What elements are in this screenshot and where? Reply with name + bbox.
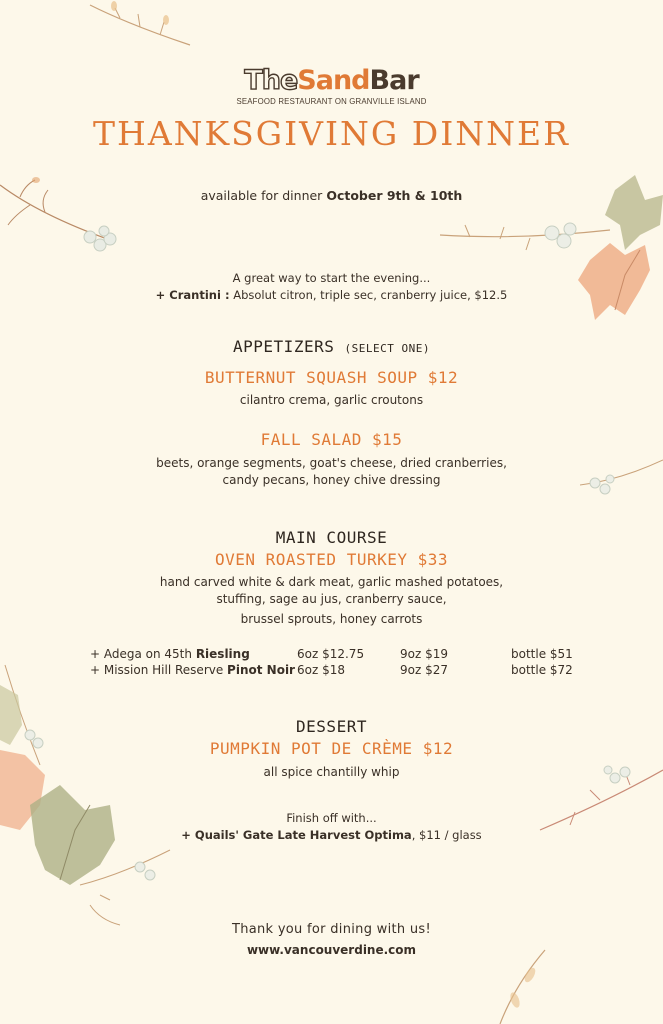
starter-drink-desc: Absolut citron, triple sec, cranberry juice, $12.5: [229, 288, 508, 302]
wine-varietal: Pinot Noir: [227, 663, 295, 677]
appetizers-heading-text: APPETIZERS: [233, 337, 335, 356]
logo-bar: Bar: [369, 65, 419, 96]
appetizer-description-cont: candy pecans, honey chive dressing: [222, 473, 441, 487]
top-branch-illustration: [80, 0, 200, 60]
starter-section: [0, 270, 663, 304]
availability-prefix: available for dinner: [200, 188, 327, 203]
main-course-description-cont: stuffing, sage au jus, cranberry sauce,: [216, 592, 447, 606]
dessert-section: [0, 717, 663, 781]
main-course-heading: MAIN COURSE: [275, 528, 388, 547]
wine-label: [90, 663, 295, 677]
wine-row: [90, 663, 590, 679]
starter-drink-name: + Crantini :: [155, 288, 230, 302]
wine-varietal: Riesling: [195, 647, 250, 661]
wine-label-prefix: + Mission Hill Reserve: [90, 663, 228, 677]
wine-price-9oz: 9oz $27: [400, 663, 448, 677]
page-title: THANKSGIVING DINNER: [93, 114, 570, 153]
appetizer-description: beets, orange segments, goat's cheese, dried cranberries,: [156, 456, 507, 470]
logo-wordmark: [244, 66, 418, 96]
appetizers-heading: [0, 337, 663, 356]
finish-drink-name: + Quails' Gate Late Harvest Optima: [181, 828, 412, 842]
appetizers-section: [0, 337, 663, 356]
appetizers-subheading: (SELECT ONE): [344, 342, 430, 355]
main-course-description: hand carved white & dark meat, garlic mashed potatoes,: [159, 575, 504, 589]
wine-price-9oz: 9oz $19: [400, 647, 448, 661]
wine-price-bottle: bottle $72: [511, 663, 573, 677]
wine-price-bottle: bottle $51: [511, 647, 573, 661]
wine-label: [90, 647, 250, 661]
left-autumn-leaves-illustration: [0, 655, 185, 955]
wine-price-6oz: 6oz $12.75: [297, 647, 365, 661]
availability-dates: October 9th & 10th: [326, 188, 463, 203]
footer-website-link[interactable]: www.vancouverdine.com: [246, 943, 417, 957]
logo-sand: Sand: [297, 65, 370, 96]
starter-drink: [0, 287, 663, 304]
appetizer-name: BUTTERNUT SQUASH SOUP $12: [204, 368, 459, 387]
finish-section: [0, 810, 663, 844]
wine-label-prefix: + Adega on 45th: [90, 647, 196, 661]
main-course-section: [0, 528, 663, 628]
finish-intro: Finish off with...: [286, 811, 377, 825]
availability-line: [0, 188, 663, 203]
logo-the: The: [244, 65, 298, 96]
starter-intro: A great way to start the evening...: [232, 271, 431, 285]
dessert-name: PUMPKIN POT DE CRÈME $12: [209, 739, 454, 758]
logo-tagline: SEAFOOD RESTAURANT ON GRANVILLE ISLAND: [236, 96, 427, 106]
main-course-name: OVEN ROASTED TURKEY $33: [214, 550, 449, 569]
appetizer-name: FALL SALAD $15: [260, 430, 403, 449]
footer-thanks: Thank you for dining with us!: [231, 922, 432, 937]
wine-row: [90, 647, 590, 663]
appetizer-item: [0, 430, 663, 489]
footer: [0, 922, 663, 957]
appetizer-item: [0, 368, 663, 409]
main-course-description-cont: brussel sprouts, honey carrots: [240, 612, 423, 626]
appetizer-description: cilantro crema, garlic croutons: [239, 393, 424, 407]
wine-price-6oz: 6oz $18: [297, 663, 345, 677]
restaurant-logo: [0, 66, 663, 106]
finish-drink: [0, 827, 663, 844]
finish-drink-price: , $11 / glass: [411, 828, 482, 842]
dessert-heading: DESSERT: [296, 717, 367, 736]
dessert-description: all spice chantilly whip: [263, 765, 400, 779]
